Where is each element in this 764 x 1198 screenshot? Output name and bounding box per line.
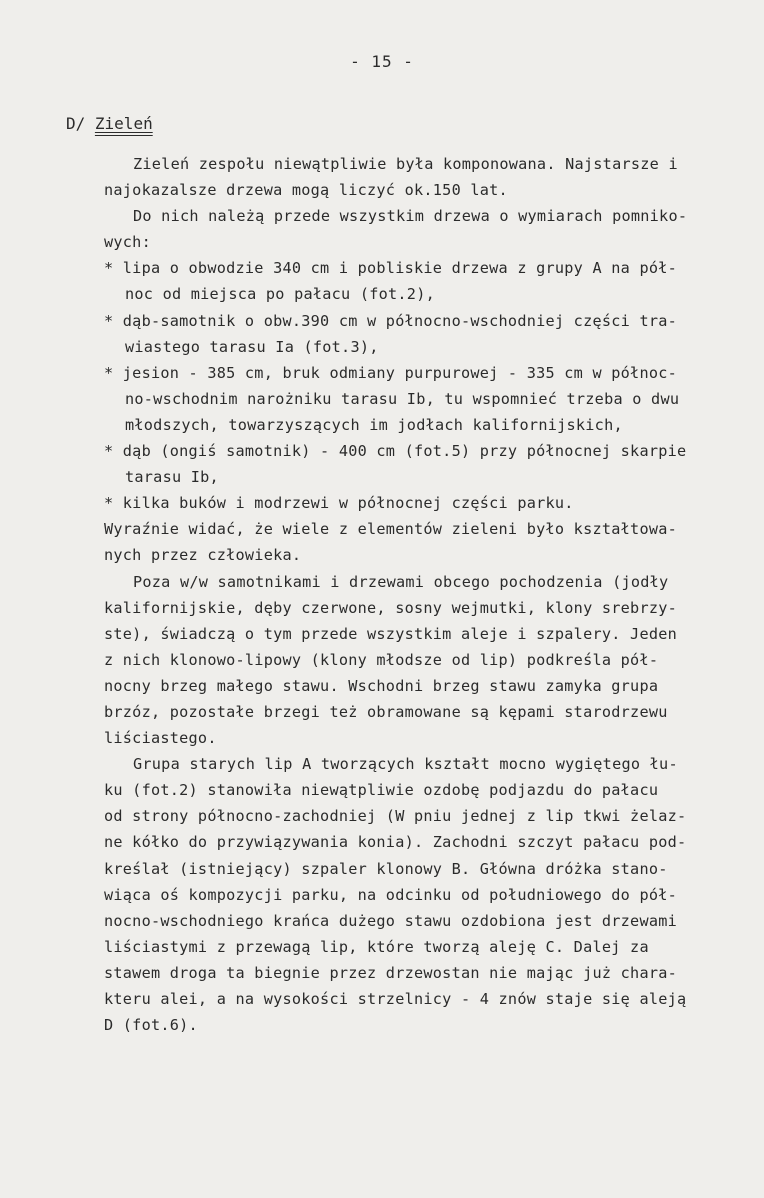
text-line: * jesion - 385 cm, bruk odmiany purpurowej - 335 cm w północ-	[104, 363, 678, 382]
text-line: ne kółko do przywiązywania konia). Zachodni szczyt pałacu pod-	[104, 833, 687, 852]
text-line: no-wschodnim narożniku tarasu Ib, tu wspomnieć trzeba o dwu	[125, 389, 680, 408]
text-line: liściastymi z przewagą lip, które tworzą aleję C. Dalej za	[104, 937, 649, 956]
body-text	[104, 151, 744, 1038]
text-line: stawem droga ta biegnie przez drzewostan nie mając już chara-	[104, 963, 678, 982]
text-line: liściastego.	[104, 729, 217, 748]
text-line: * dąb-samotnik o obw.390 cm w północno-wschodniej części tra-	[104, 311, 678, 330]
text-line: ku (fot.2) stanowiła niewątpliwie ozdobę podjazdu do pałacu	[104, 781, 659, 800]
text-line: kteru alei, a na wysokości strzelnicy - 4 znów staje się aleją	[104, 990, 687, 1008]
section-heading	[66, 114, 153, 133]
text-line: noc od miejsca po pałacu (fot.2),	[125, 285, 435, 304]
text-line: nocno-wschodniego krańca dużego stawu ozdobiona jest drzewami	[104, 911, 678, 930]
text-line: Zieleń zespołu niewątpliwie była komponowana. Najstarsze i	[133, 155, 678, 173]
text-line: Poza w/w samotnikami i drzewami obcego pochodzenia (jodły	[133, 572, 669, 591]
section-prefix: D/	[66, 114, 86, 133]
section-title: Zieleń	[94, 114, 153, 133]
text-line: najokazalsze drzewa mogą liczyć ok.150 lat.	[104, 181, 508, 200]
text-line: Do nich należą przede wszystkim drzewa o wymiarach pomniko-	[133, 207, 688, 226]
text-line: kalifornijskie, dęby czerwone, sosny wejmutki, klony srebrzy-	[104, 598, 678, 617]
text-line: kreślał (istniejący) szpaler klonowy B. Główna dróżka stano-	[104, 859, 668, 878]
text-line: ste), świadczą o tym przede wszystkim aleje i szpalery. Jeden	[104, 624, 678, 643]
text-line: wiąca oś kompozycji parku, na odcinku od południowego do pół-	[104, 885, 678, 904]
text-line: D (fot.6).	[104, 1016, 198, 1035]
text-line: z nich klonowo-lipowy (klony młodsze od lip) podkreśla pół-	[104, 650, 659, 669]
text-line: * kilka buków i modrzewi w północnej części parku.	[104, 494, 574, 513]
text-line: tarasu Ib,	[125, 468, 219, 487]
text-line: wiastego tarasu Ia (fot.3),	[125, 337, 379, 356]
text-line: * dąb (ongiś samotnik) - 400 cm (fot.5) przy północnej skarpie	[104, 442, 687, 461]
text-line: Wyraźnie widać, że wiele z elementów zieleni było kształtowa-	[104, 520, 678, 539]
text-line: * lipa o obwodzie 340 cm i pobliskie drzewa z grupy A na pół-	[104, 259, 678, 278]
page-number: - 15 -	[350, 52, 414, 71]
text-line: Grupa starych lip A tworzących kształt mocno wygiętego łu-	[133, 755, 678, 774]
text-line: wych:	[104, 233, 151, 252]
text-line: nych przez człowieka.	[104, 546, 302, 565]
text-line: brzóz, pozostałe brzegi też obramowane są kępami starodrzewu	[104, 702, 668, 721]
text-line: młodszych, towarzyszących im jodłach kalifornijskich,	[125, 415, 623, 434]
text-line: od strony północno-zachodniej (W pniu jednej z lip tkwi żelaz-	[104, 807, 687, 826]
text-line: nocny brzeg małego stawu. Wschodni brzeg stawu zamyka grupa	[104, 676, 659, 695]
